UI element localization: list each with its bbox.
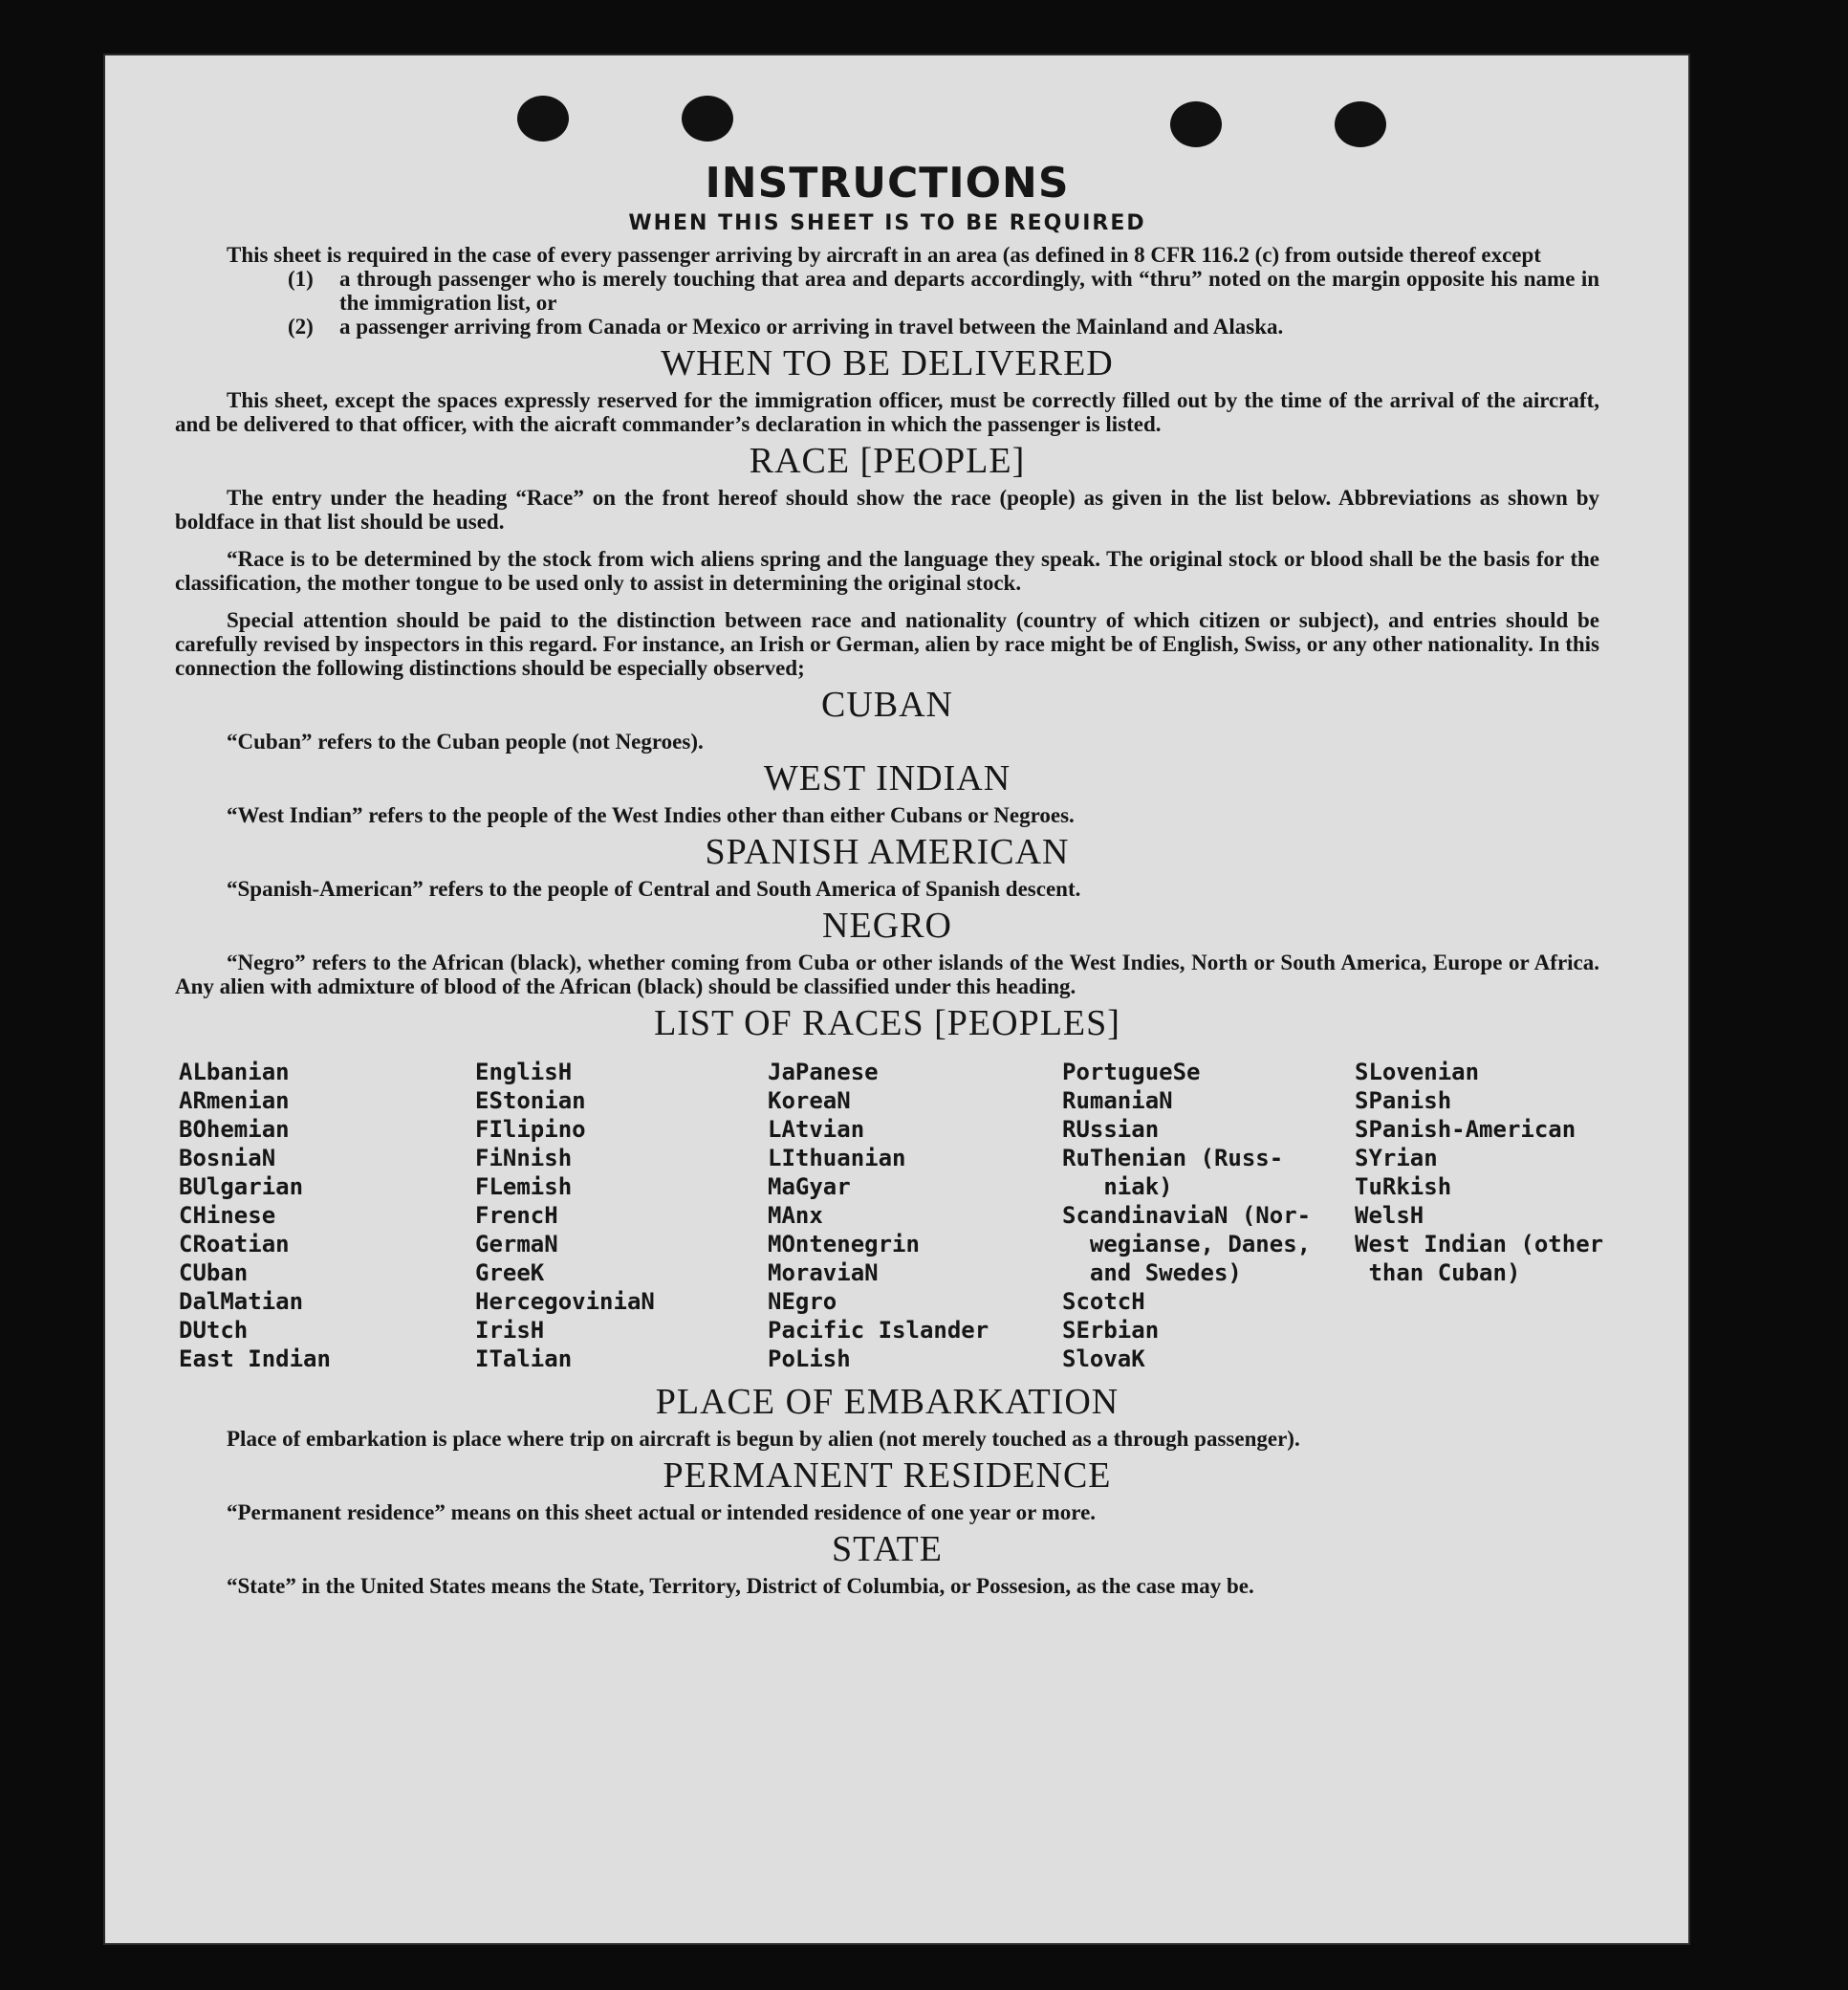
- race-entry: niak): [1062, 1173, 1173, 1200]
- race-entry: KoreaN: [768, 1087, 851, 1114]
- race-entry: GreeK: [475, 1259, 545, 1286]
- state-text: “State” in the United States means the State, Territory, District of Columbia, or Possesion, as the case may be.: [227, 1574, 1254, 1598]
- punch-hole: [682, 96, 733, 142]
- required-intro: This sheet is required in the case of every passenger arriving by aircraft in an area (as defined in 8 CFR 116.2 (c) from outside thereof except: [227, 243, 1541, 267]
- race-entry: TuRkish: [1355, 1173, 1452, 1200]
- document-body: [175, 159, 1604, 1598]
- exception-text: a passenger arriving from Canada or Mexico or arriving in travel between the Mainland and Alaska.: [339, 315, 1284, 339]
- race-entry: DalMatian: [179, 1288, 304, 1315]
- race-entry: Pacific Islander: [768, 1317, 989, 1344]
- race-entry: MOntenegrin: [768, 1231, 920, 1257]
- races-column: [768, 1058, 1062, 1373]
- instruction-sheet: [103, 54, 1690, 1945]
- race-entry: BosniaN: [179, 1145, 276, 1171]
- race-entry: and Swedes): [1062, 1259, 1242, 1286]
- exception-number: (1): [288, 267, 314, 291]
- heading-west-indian: WEST INDIAN: [763, 758, 1011, 798]
- race-paragraph-3: Special attention should be paid to the distinction between race and nationality (country of which citizen or subject), and entries should be carefully revised by inspectors in this regard. For instance, an Irish or German, alien by race might be of English, Swiss, or any other nationality. In this connection the following distinctions should be especially observed;: [175, 608, 1599, 680]
- race-entry: CRoatian: [179, 1231, 290, 1257]
- exception-item: [288, 315, 1599, 339]
- race-entry: SlovaK: [1062, 1345, 1145, 1372]
- heading-embarkation: PLACE OF EMBARKATION: [655, 1382, 1120, 1422]
- race-entry: SYrian: [1355, 1145, 1438, 1171]
- race-entry: ScotcH: [1062, 1288, 1145, 1315]
- heading-when-delivered: WHEN TO BE DELIVERED: [661, 343, 1114, 383]
- race-entry: ScandinaviaN (Nor-: [1062, 1202, 1312, 1229]
- race-entry: JaPanese: [768, 1059, 879, 1085]
- race-entry: PoLish: [768, 1345, 851, 1372]
- embarkation-text: Place of embarkation is place where trip on aircraft is begun by alien (not merely touched as a through passenger).: [227, 1427, 1300, 1451]
- race-entry: HercegoviniaN: [475, 1288, 655, 1315]
- race-entry: ITalian: [475, 1345, 573, 1372]
- race-entry: SLovenian: [1355, 1059, 1480, 1085]
- race-entry: FLemish: [475, 1173, 573, 1200]
- heading-race: RACE [PEOPLE]: [749, 441, 1026, 481]
- races-column: [475, 1058, 768, 1373]
- races-column: [1062, 1058, 1355, 1373]
- race-entry: SPanish-American: [1355, 1116, 1576, 1143]
- punch-hole: [1335, 101, 1386, 147]
- race-entry: FIlipino: [475, 1116, 586, 1143]
- race-entry: ARmenian: [179, 1087, 290, 1114]
- races-list: [179, 1058, 1604, 1373]
- race-entry: PortugueSe: [1062, 1059, 1201, 1085]
- delivered-text: This sheet, except the spaces expressly reserved for the immigration officer, must be correctly filled out by the time of the arrival of the aircraft, and be delivered to that officer, with the aicraft commander’s declaration in which the passenger is listed.: [175, 388, 1599, 436]
- exception-item: [288, 267, 1599, 315]
- race-entry: MAnx: [768, 1202, 823, 1229]
- heading-spanish-american: SPANISH AMERICAN: [705, 832, 1070, 872]
- section-subtitle: WHEN THIS SHEET IS TO BE REQUIRED: [628, 211, 1146, 235]
- race-entry: EnglisH: [475, 1059, 573, 1085]
- race-entry: CUban: [179, 1259, 249, 1286]
- race-entry: IrisH: [475, 1317, 545, 1344]
- race-entry: RumaniaN: [1062, 1087, 1173, 1114]
- race-entry: GermaN: [475, 1231, 558, 1257]
- spanish-american-text: “Spanish-American” refers to the people of Central and South America of Spanish descent.: [227, 877, 1081, 901]
- punch-hole: [517, 96, 569, 142]
- race-entry: MoraviaN: [768, 1259, 879, 1286]
- race-entry: LIthuanian: [768, 1145, 906, 1171]
- race-entry: SErbian: [1062, 1317, 1160, 1344]
- page-title: INSTRUCTIONS: [705, 159, 1070, 208]
- residence-text: “Permanent residence” means on this sheet actual or intended residence of one year or more.: [227, 1500, 1097, 1524]
- race-entry: EStonian: [475, 1087, 586, 1114]
- race-entry: than Cuban): [1355, 1259, 1521, 1286]
- race-entry: NEgro: [768, 1288, 837, 1315]
- west-indian-text: “West Indian” refers to the people of the West Indies other than either Cubans or Negroes.: [227, 803, 1075, 827]
- races-column: [179, 1058, 475, 1373]
- race-entry: WelsH: [1355, 1202, 1424, 1229]
- race-entry: BUlgarian: [179, 1173, 304, 1200]
- heading-cuban: CUBAN: [820, 685, 954, 725]
- race-entry: East Indian: [179, 1345, 331, 1372]
- race-entry: West Indian (other: [1355, 1231, 1604, 1257]
- punch-hole: [1170, 101, 1222, 147]
- exception-number: (2): [288, 315, 314, 339]
- heading-list-of-races: LIST OF RACES [PEOPLES]: [654, 1003, 1120, 1043]
- race-entry: BOhemian: [179, 1116, 290, 1143]
- race-entry: MaGyar: [768, 1173, 851, 1200]
- heading-negro: NEGRO: [822, 906, 952, 946]
- race-entry: RuThenian (Russ-: [1062, 1145, 1284, 1171]
- race-entry: RUssian: [1062, 1116, 1160, 1143]
- heading-permanent-residence: PERMANENT RESIDENCE: [663, 1455, 1112, 1496]
- race-entry: LAtvian: [768, 1116, 865, 1143]
- exception-text: a through passenger who is merely touching that area and departs accordingly, with “thru” noted on the margin opposite his name in the immigration list, or: [339, 267, 1599, 315]
- race-paragraph-2: “Race is to be determined by the stock from wich aliens spring and the language they speak. The original stock or blood shall be the basis for the classification, the mother tongue to be used only to assist in determining the original stock.: [175, 547, 1599, 595]
- negro-text: “Negro” refers to the African (black), whether coming from Cuba or other islands of the West Indies, North or South America, Europe or Africa. Any alien with admixture of blood of the African (black) should be classified under this heading.: [175, 951, 1599, 998]
- race-entry: CHinese: [179, 1202, 276, 1229]
- races-column: [1355, 1058, 1603, 1373]
- race-entry: FrencH: [475, 1202, 558, 1229]
- race-entry: SPanish: [1355, 1087, 1452, 1114]
- race-entry: DUtch: [179, 1317, 249, 1344]
- race-entry: wegianse, Danes,: [1062, 1231, 1312, 1257]
- race-paragraph-1: The entry under the heading “Race” on the front hereof should show the race (people) as given in the list below. Abbreviations as shown by boldface in that list should be used.: [175, 486, 1599, 534]
- race-entry: FiNnish: [475, 1145, 573, 1171]
- cuban-text: “Cuban” refers to the Cuban people (not Negroes).: [227, 730, 704, 754]
- heading-state: STATE: [832, 1529, 943, 1569]
- race-entry: ALbanian: [179, 1059, 290, 1085]
